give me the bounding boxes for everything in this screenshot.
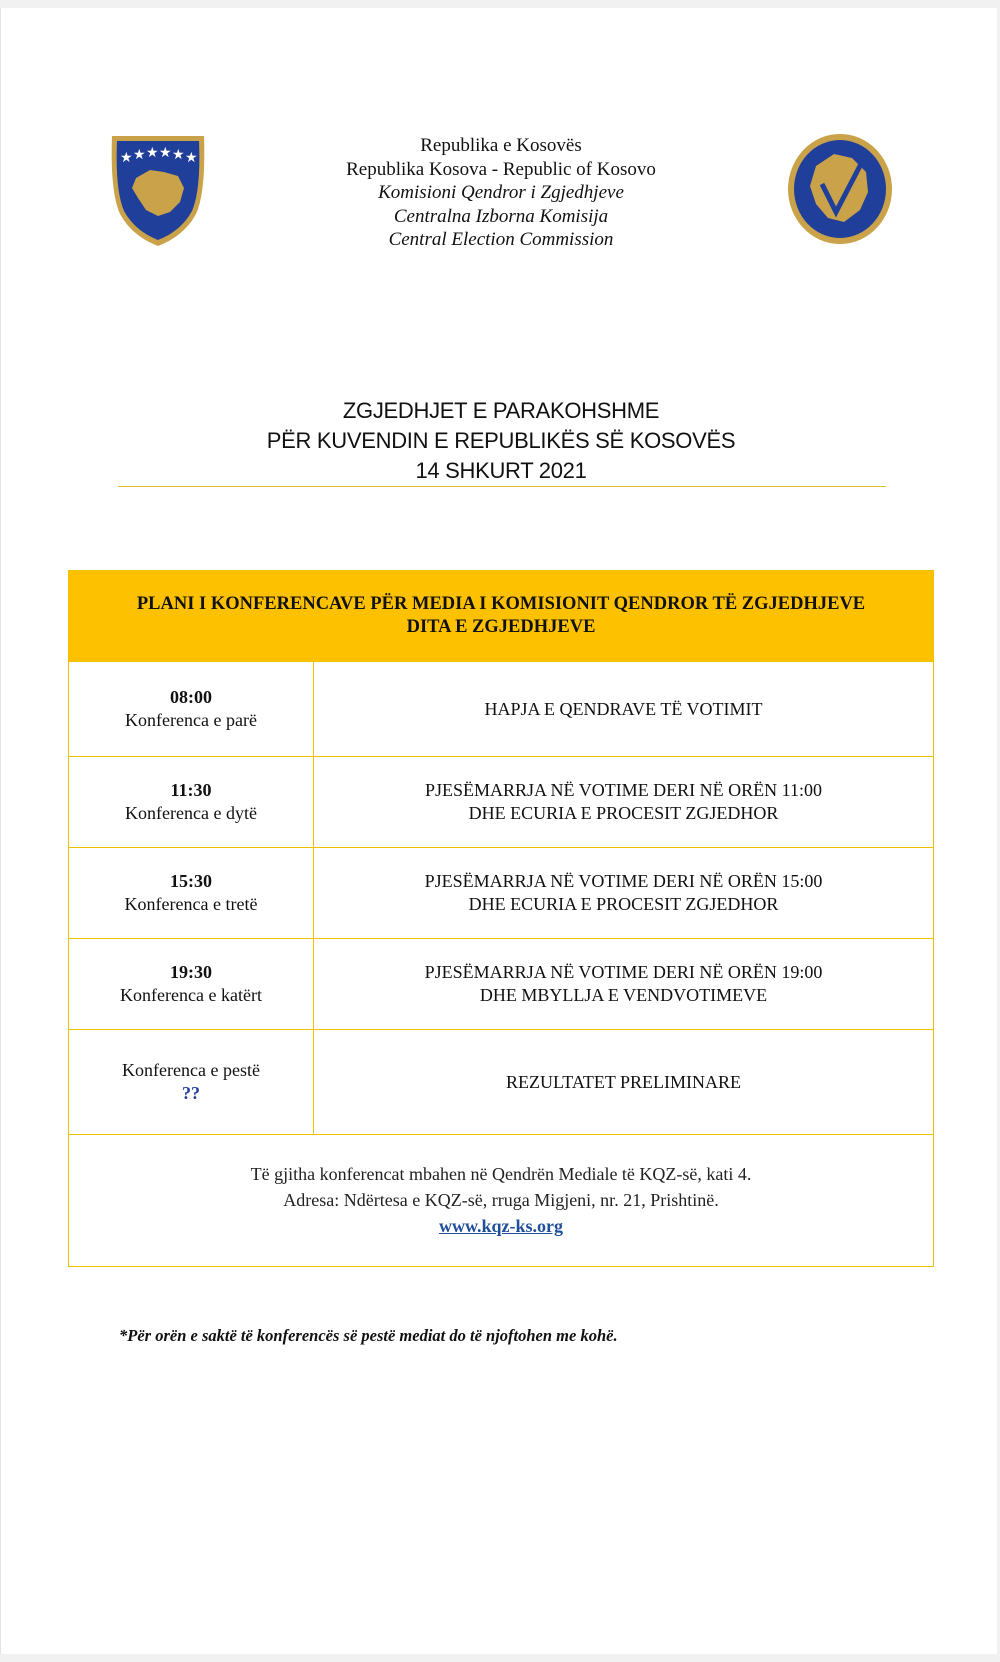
conference-topic-line-2: DHE ECURIA E PROCESIT ZGJEDHOR [468, 894, 779, 914]
table-heading-line-1: PLANI I KONFERENCAVE PËR MEDIA I KOMISIONIT QENDROR TË ZGJEDHJEVE [136, 594, 866, 614]
conference-time-cell [69, 662, 314, 756]
website-link[interactable]: www.kqz-ks.org [438, 1216, 563, 1236]
conference-topic-line-1: REZULTATET PRELIMINARE [505, 1071, 742, 1092]
conference-topic-cell [314, 662, 933, 756]
header-line-3: Komisioni Qendror i Zgjedhjeve [378, 182, 624, 203]
conference-time: 19:30 [170, 962, 212, 982]
election-commission-logo-icon [786, 132, 894, 246]
conference-time: ?? [182, 1083, 200, 1103]
table-row [69, 661, 933, 756]
title-date: 14 SHKURT 2021 [415, 458, 587, 483]
conference-time: 11:30 [170, 780, 212, 800]
press-conference-schedule-table [68, 570, 934, 1267]
conference-topic-cell [314, 1030, 933, 1134]
kosovo-coat-of-arms-icon [106, 132, 210, 248]
table-row [69, 847, 933, 938]
svg-text:★: ★ [120, 150, 133, 166]
conference-topic-line-1: PJESËMARRJA NË VOTIME DERI NË ORËN 11:00 [424, 780, 823, 800]
svg-text:★: ★ [146, 145, 159, 161]
address-line: Adresa: Ndërtesa e KQZ-së, rruga Migjeni, nr. 21, Prishtinë. [283, 1190, 719, 1210]
conference-label: Konferenca e tretë [124, 894, 258, 914]
table-row [69, 756, 933, 847]
title-line-1: ZGJEDHJET E PARAKOHSHME [342, 398, 660, 423]
conference-time-cell [69, 939, 314, 1029]
table-row [69, 1029, 933, 1134]
svg-text:★: ★ [172, 147, 185, 163]
election-title [151, 396, 851, 486]
header-line-1: Republika e Kosovës [420, 135, 582, 156]
conference-label: Konferenca e parë [125, 710, 257, 730]
conference-label: Konferenca e dytë [125, 803, 257, 823]
venue-line: Të gjitha konferencat mbahen në Qendrën Mediale të KQZ-së, kati 4. [250, 1164, 752, 1184]
table-header [69, 571, 933, 661]
header-line-2: Republika Kosova - Republic of Kosovo [346, 158, 656, 180]
conference-topic-line-1: HAPJA E QENDRAVE TË VOTIMIT [484, 698, 763, 719]
header-line-4: Centralna Izborna Komisija [393, 205, 609, 227]
conference-topic-line-1: PJESËMARRJA NË VOTIME DERI NË ORËN 19:00 [424, 962, 823, 982]
conference-topic-cell [314, 939, 933, 1029]
conference-time-cell [69, 1030, 314, 1134]
conference-topic-line-1: PJESËMARRJA NË VOTIME DERI NË ORËN 15:00 [424, 871, 823, 891]
conference-time: 08:00 [170, 687, 212, 707]
conference-topic-line-2: DHE ECURIA E PROCESIT ZGJEDHOR [468, 803, 779, 823]
conference-topic-cell [314, 757, 933, 847]
conference-topic-cell [314, 848, 933, 938]
footnote: *Për orën e saktë të konferencës së pestë mediat do të njoftohen me kohë. [119, 1326, 618, 1345]
conference-time: 15:30 [170, 871, 212, 891]
svg-text:★: ★ [133, 147, 146, 163]
title-divider [118, 486, 886, 487]
venue-info [69, 1135, 933, 1265]
conference-time-cell [69, 848, 314, 938]
institution-header [301, 134, 701, 252]
table-heading-line-2: DITA E ZGJEDHJEVE [406, 617, 596, 637]
conference-label: Konferenca e katërt [120, 985, 262, 1005]
conference-time-cell [69, 757, 314, 847]
svg-text:★: ★ [159, 145, 172, 161]
svg-text:★: ★ [185, 150, 198, 166]
title-line-2: PËR KUVENDIN E REPUBLIKËS SË KOSOVËS [266, 428, 736, 453]
table-footer-row [69, 1134, 933, 1265]
conference-label: Konferenca e pestë [122, 1060, 260, 1080]
header-line-5: Central Election Commission [388, 229, 614, 250]
table-row [69, 938, 933, 1029]
conference-topic-line-2: DHE MBYLLJA E VENDVOTIMEVE [479, 985, 768, 1005]
document-page [0, 8, 997, 1654]
